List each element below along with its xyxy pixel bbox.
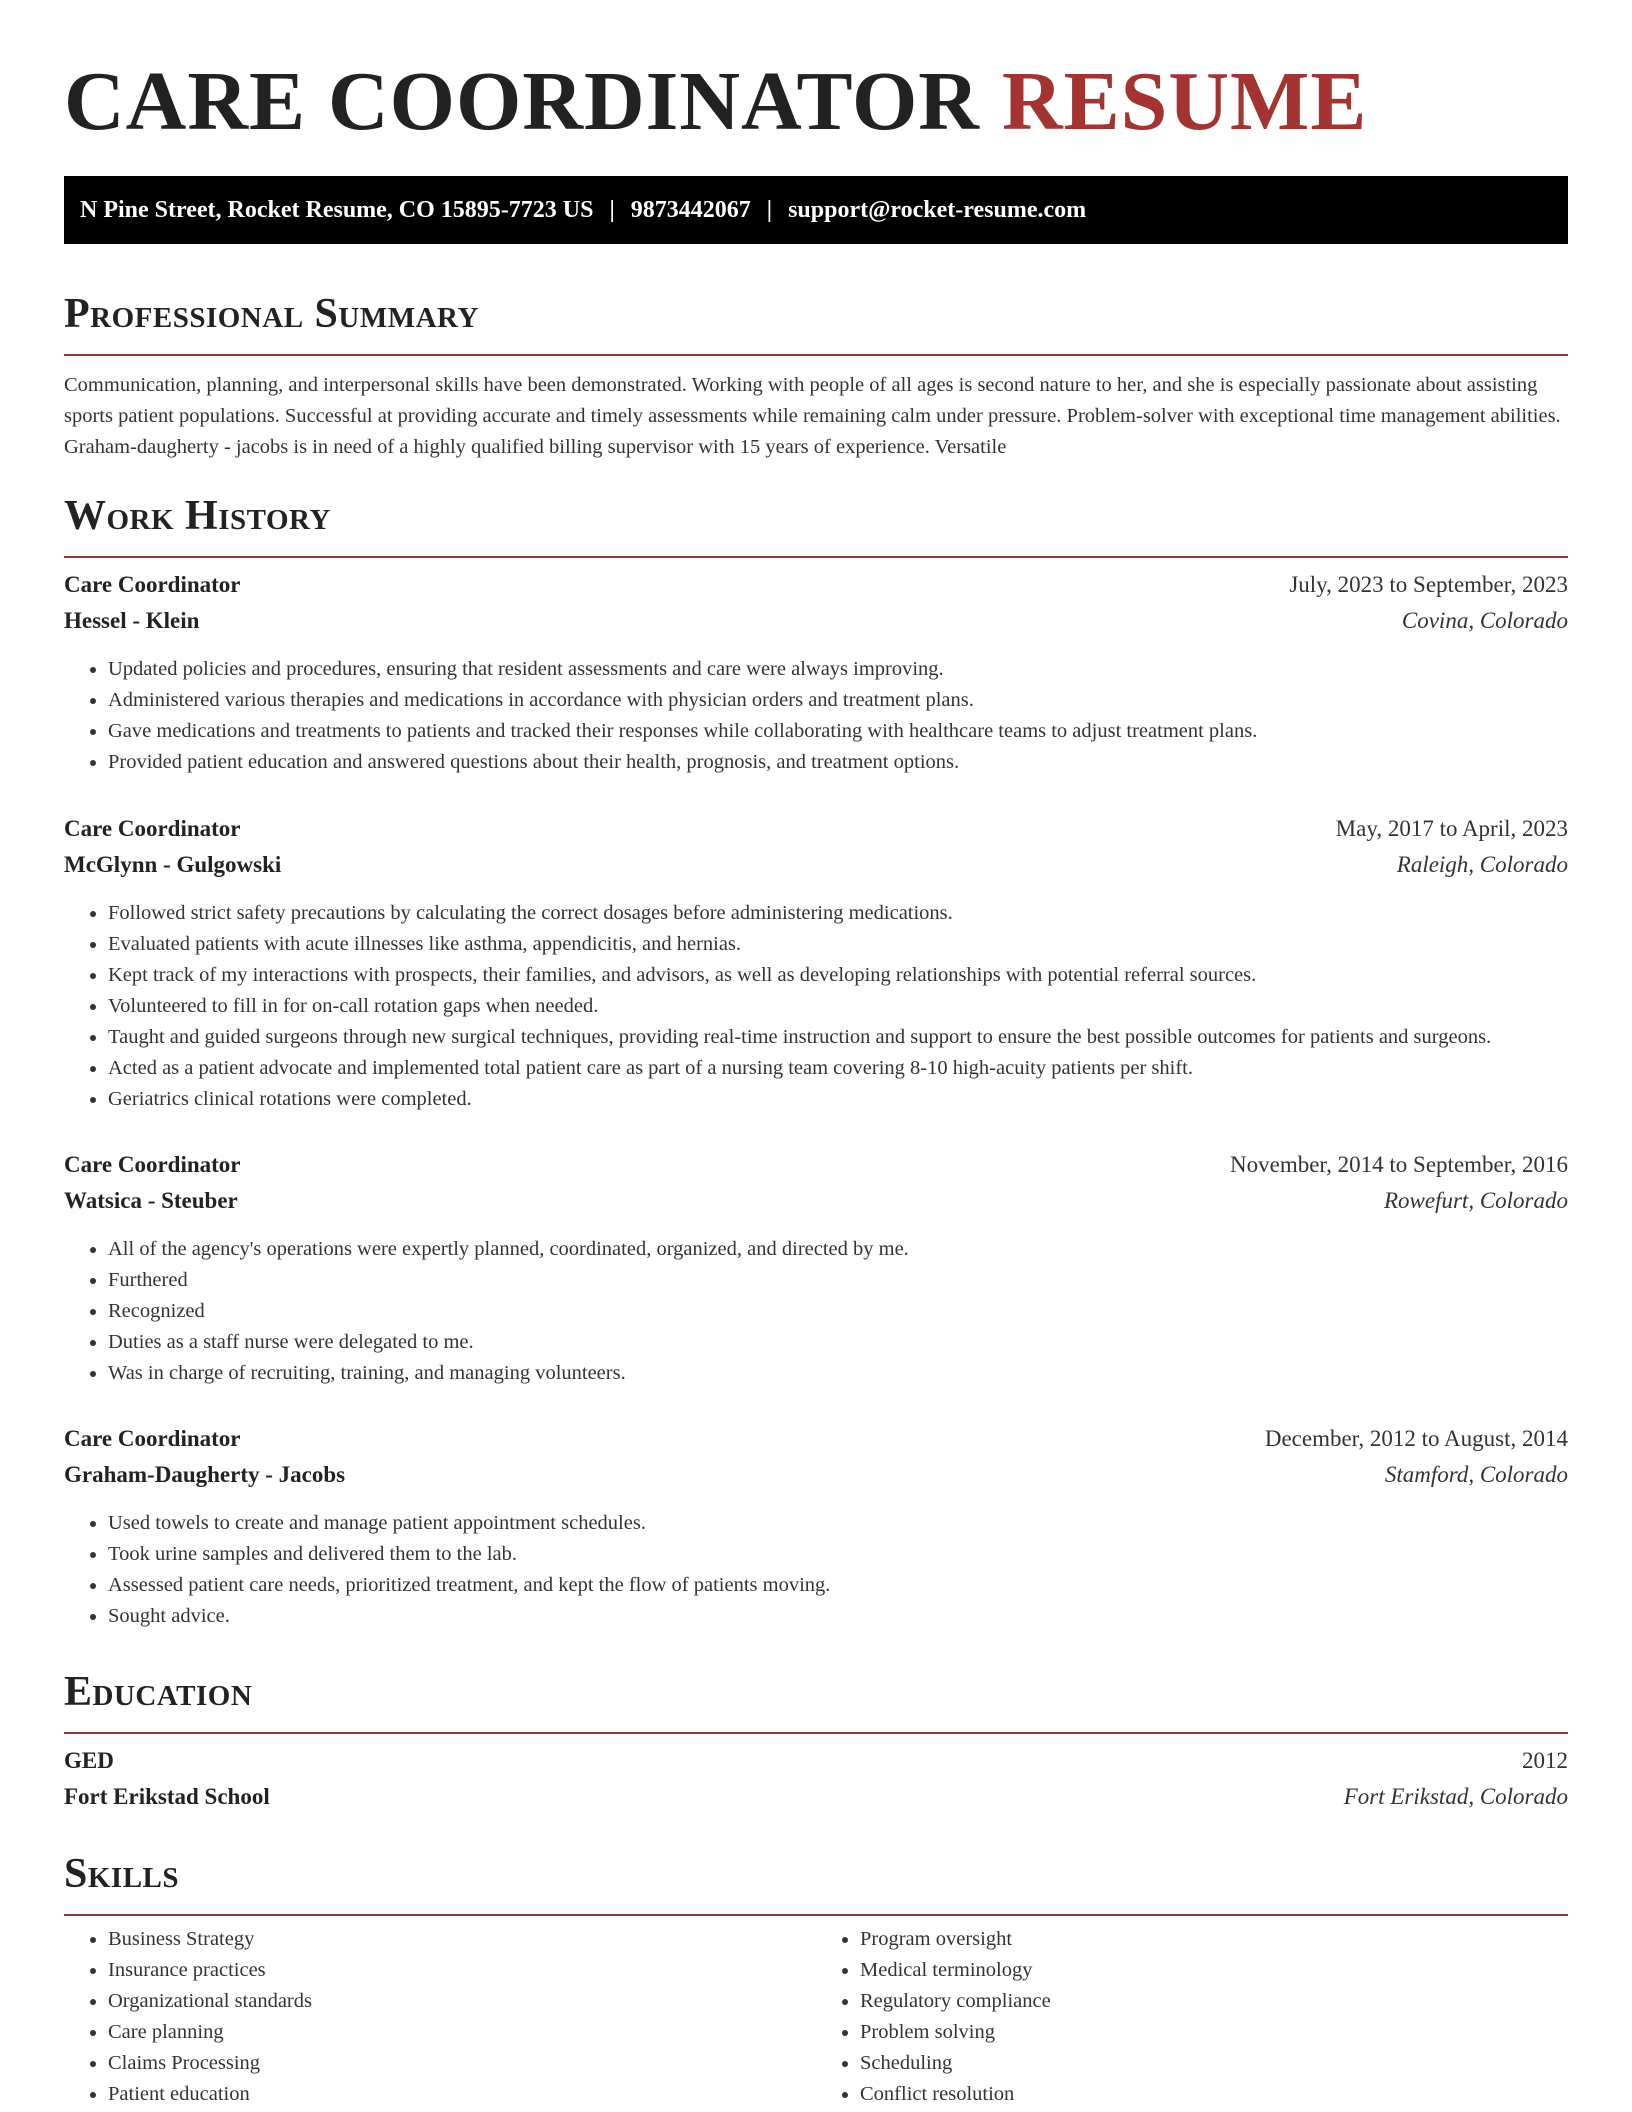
list-item: • Recognized [108, 1296, 1568, 1327]
list-item: • Was in charge of recruiting, training, and managing volunteers. [108, 1358, 1568, 1389]
job-entry [64, 572, 1568, 778]
list-item: • Acted as a patient advocate and implemented total patient care as part of a nursing team covering 8-10 high-acuity patients per shift. [108, 1053, 1568, 1084]
list-item: • Evaluated patients with acute illnesses like asthma, appendicitis, and hernias. [108, 929, 1568, 960]
job-company: McGlynn - Gulgowski [64, 852, 282, 877]
summary-text: Communication, planning, and interpersonal skills have been demonstrated. Working with people of all ages is second nature to her, and she is especially passionate about assisting sports patient populations. Successful at providing accurate and timely assessments while remaining calm under pressure. Problem-solver with exceptional time management abilities. Graham-daugherty - jacobs is in need of a highly qualified billing supervisor with 15 years of experience. Versatile [64, 374, 1561, 458]
job-role: Care Coordinator [64, 816, 241, 841]
list-item: • Used towels to create and manage patient appointment schedules. [108, 1508, 1568, 1539]
contact-address: N Pine Street, Rocket Resume, CO 15895-7723 US [80, 196, 594, 223]
list-item: • Sought advice. [108, 1601, 1568, 1632]
job-role: Care Coordinator [64, 1152, 241, 1177]
list-item: • Duties as a staff nurse were delegated to me. [108, 1327, 1568, 1358]
job-company: Graham-Daugherty - Jacobs [64, 1462, 346, 1487]
job-bullets [64, 1234, 1568, 1389]
skill-item: • Patient education [108, 2079, 816, 2110]
skill-item: • Program oversight [860, 1924, 1568, 1955]
skills-column-right [816, 1924, 1568, 2110]
section-heading-education: Education [64, 1666, 1568, 1734]
title-main: CARE COORDINATOR [64, 55, 980, 148]
job-bullets [64, 654, 1568, 778]
job-location: Rowefurt, Colorado [1383, 1188, 1568, 1213]
list-item: • Furthered [108, 1265, 1568, 1296]
education-location: Fort Erikstad, Colorado [1343, 1784, 1568, 1809]
section-heading-summary: Professional Summary [64, 288, 1568, 356]
list-item: • Took urine samples and delivered them to the lab. [108, 1539, 1568, 1570]
list-item: • Provided patient education and answered questions about their health, prognosis, and treatment options. [108, 747, 1568, 778]
list-item: • Gave medications and treatments to patients and tracked their responses while collaborating with healthcare teams to adjust treatment plans. [108, 716, 1568, 747]
education-year: 2012 [1522, 1748, 1568, 1773]
skill-item: • Organizational standards [108, 1986, 816, 2017]
list-item: • All of the agency's operations were expertly planned, coordinated, organized, and directed by me. [108, 1234, 1568, 1265]
education-school: Fort Erikstad School [64, 1784, 270, 1809]
job-dates: July, 2023 to September, 2023 [1289, 572, 1568, 597]
education-entry [64, 1748, 1568, 1820]
list-item: • Geriatrics clinical rotations were completed. [108, 1084, 1568, 1115]
list-item: • Volunteered to fill in for on-call rotation gaps when needed. [108, 991, 1568, 1022]
list-item: • Administered various therapies and medications in accordance with physician orders and treatment plans. [108, 685, 1568, 716]
job-location: Covina, Colorado [1401, 608, 1568, 633]
skills-list [64, 1924, 1568, 2110]
job-company: Watsica - Steuber [64, 1188, 238, 1213]
skill-item: • Scheduling [860, 2048, 1568, 2079]
contact-email: support@rocket-resume.com [788, 196, 1087, 223]
list-item: • Kept track of my interactions with prospects, their families, and advisors, as well as developing relationships with potential referral sources. [108, 960, 1568, 991]
list-item: • Followed strict safety precautions by calculating the correct dosages before administering medications. [108, 898, 1568, 929]
job-entry [64, 1152, 1568, 1389]
skill-item: • Insurance practices [108, 1955, 816, 1986]
section-heading-work: Work History [64, 490, 1568, 558]
job-role: Care Coordinator [64, 572, 241, 597]
skills-column-left [64, 1924, 816, 2110]
job-dates: November, 2014 to September, 2016 [1230, 1152, 1568, 1177]
skill-item: • Regulatory compliance [860, 1986, 1568, 2017]
title-accent: RESUME [1001, 55, 1368, 148]
contact-separator: | [766, 196, 773, 223]
list-item: • Assessed patient care needs, prioritized treatment, and kept the flow of patients moving. [108, 1570, 1568, 1601]
job-dates: May, 2017 to April, 2023 [1335, 816, 1568, 841]
contact-bar [64, 176, 1568, 244]
skill-item: • Problem solving [860, 2017, 1568, 2048]
job-entry [64, 1426, 1568, 1632]
job-location: Raleigh, Colorado [1396, 852, 1568, 877]
job-role: Care Coordinator [64, 1426, 241, 1451]
page-title [64, 52, 1367, 152]
section-heading-skills: Skills [64, 1848, 1568, 1916]
job-entry [64, 816, 1568, 1115]
skill-item: • Care planning [108, 2017, 816, 2048]
job-dates: December, 2012 to August, 2014 [1264, 1426, 1568, 1451]
skill-item: • Claims Processing [108, 2048, 816, 2079]
skill-item: • Medical terminology [860, 1955, 1568, 1986]
list-item: • Taught and guided surgeons through new surgical techniques, providing real-time instruction and support to ensure the best possible outcomes for patients and surgeons. [108, 1022, 1568, 1053]
job-company: Hessel - Klein [64, 608, 200, 633]
skill-item: • Conflict resolution [860, 2079, 1568, 2110]
job-bullets [64, 898, 1568, 1115]
contact-phone: 9873442067 [630, 196, 751, 223]
list-item: • Updated policies and procedures, ensuring that resident assessments and care were always improving. [108, 654, 1568, 685]
skill-item: • Business Strategy [108, 1924, 816, 1955]
education-degree: GED [64, 1748, 114, 1773]
job-bullets [64, 1508, 1568, 1632]
job-location: Stamford, Colorado [1384, 1462, 1568, 1487]
contact-separator: | [609, 196, 615, 223]
